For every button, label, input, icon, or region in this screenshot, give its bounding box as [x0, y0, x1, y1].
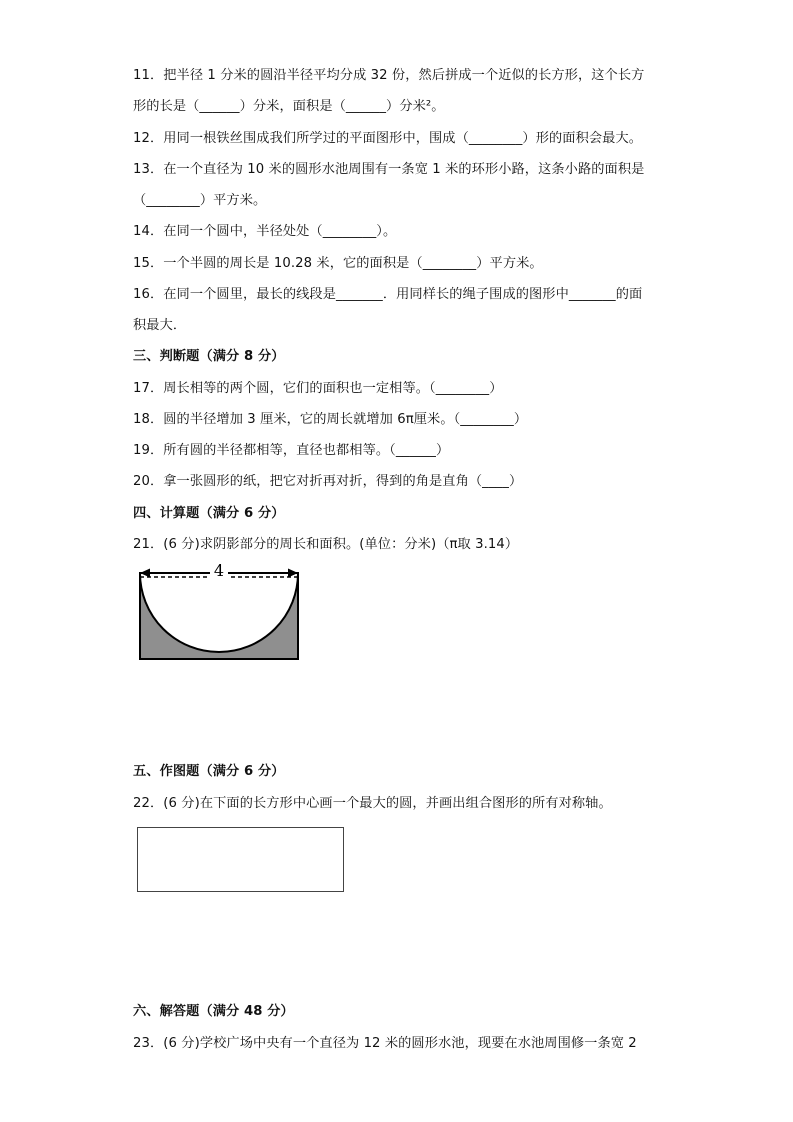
- question-14: 14．在同一个圆中，半径处处（________）。: [133, 224, 397, 239]
- dimension-arrow-left: [140, 569, 150, 578]
- dimension-label: 4: [213, 561, 225, 580]
- figure-21-shaded-region: [130, 560, 310, 665]
- section-heading-solve: 六、解答题（满分 48 分）: [133, 1004, 294, 1019]
- question-22: 22．(6 分)在下面的长方形中心画一个最大的圆，并画出组合图形的所有对称轴。: [133, 796, 612, 811]
- shaded-region: [140, 573, 298, 659]
- section-heading-judge: 三、判断题（满分 8 分）: [133, 349, 285, 364]
- question-16-line-1: 16．在同一个圆里，最长的线段是_______．用同样长的绳子围成的图形中_______的面: [133, 287, 643, 302]
- question-23: 23．(6 分)学校广场中央有一个直径为 12 米的圆形水池，现要在水池周围修一条宽 2: [133, 1036, 637, 1051]
- question-17: 17．周长相等的两个圆，它们的面积也一定相等。（________）: [133, 381, 503, 396]
- section-heading-calc: 四、计算题（满分 6 分）: [133, 506, 285, 521]
- question-11-line-1: 11．把半径 1 分米的圆沿半径平均分成 32 份，然后拼成一个近似的长方形，这个长方: [133, 68, 645, 83]
- question-13-line-1: 13．在一个直径为 10 米的圆形水池周围有一条宽 1 米的环形小路，这条小路的面积是: [133, 162, 645, 177]
- question-20: 20．拿一张圆形的纸，把它对折再对折，得到的角是直角（____）: [133, 474, 523, 489]
- question-11-line-2: 形的长是（______）分米，面积是（______）分米²。: [133, 99, 445, 114]
- question-19: 19．所有圆的半径都相等，直径也都相等。（______）: [133, 443, 450, 458]
- question-12: 12．用同一根铁丝围成我们所学过的平面图形中，围成（________）形的面积会最大。: [133, 131, 643, 146]
- section-heading-draw: 五、作图题（满分 6 分）: [133, 764, 285, 779]
- question-13-line-2: （________）平方米。: [133, 193, 267, 208]
- question-18: 18．圆的半径增加 3 厘米，它的周长就增加 6π厘米。（________）: [133, 412, 528, 427]
- question-16-line-2: 积最大．: [133, 318, 187, 333]
- drawing-rectangle: [137, 827, 344, 892]
- question-21: 21．(6 分)求阴影部分的周长和面积。(单位：分米)（π取 3.14）: [133, 537, 519, 552]
- question-15: 15．一个半圆的周长是 10.28 米，它的面积是（________）平方米。: [133, 256, 543, 271]
- dimension-arrow-right: [288, 569, 298, 578]
